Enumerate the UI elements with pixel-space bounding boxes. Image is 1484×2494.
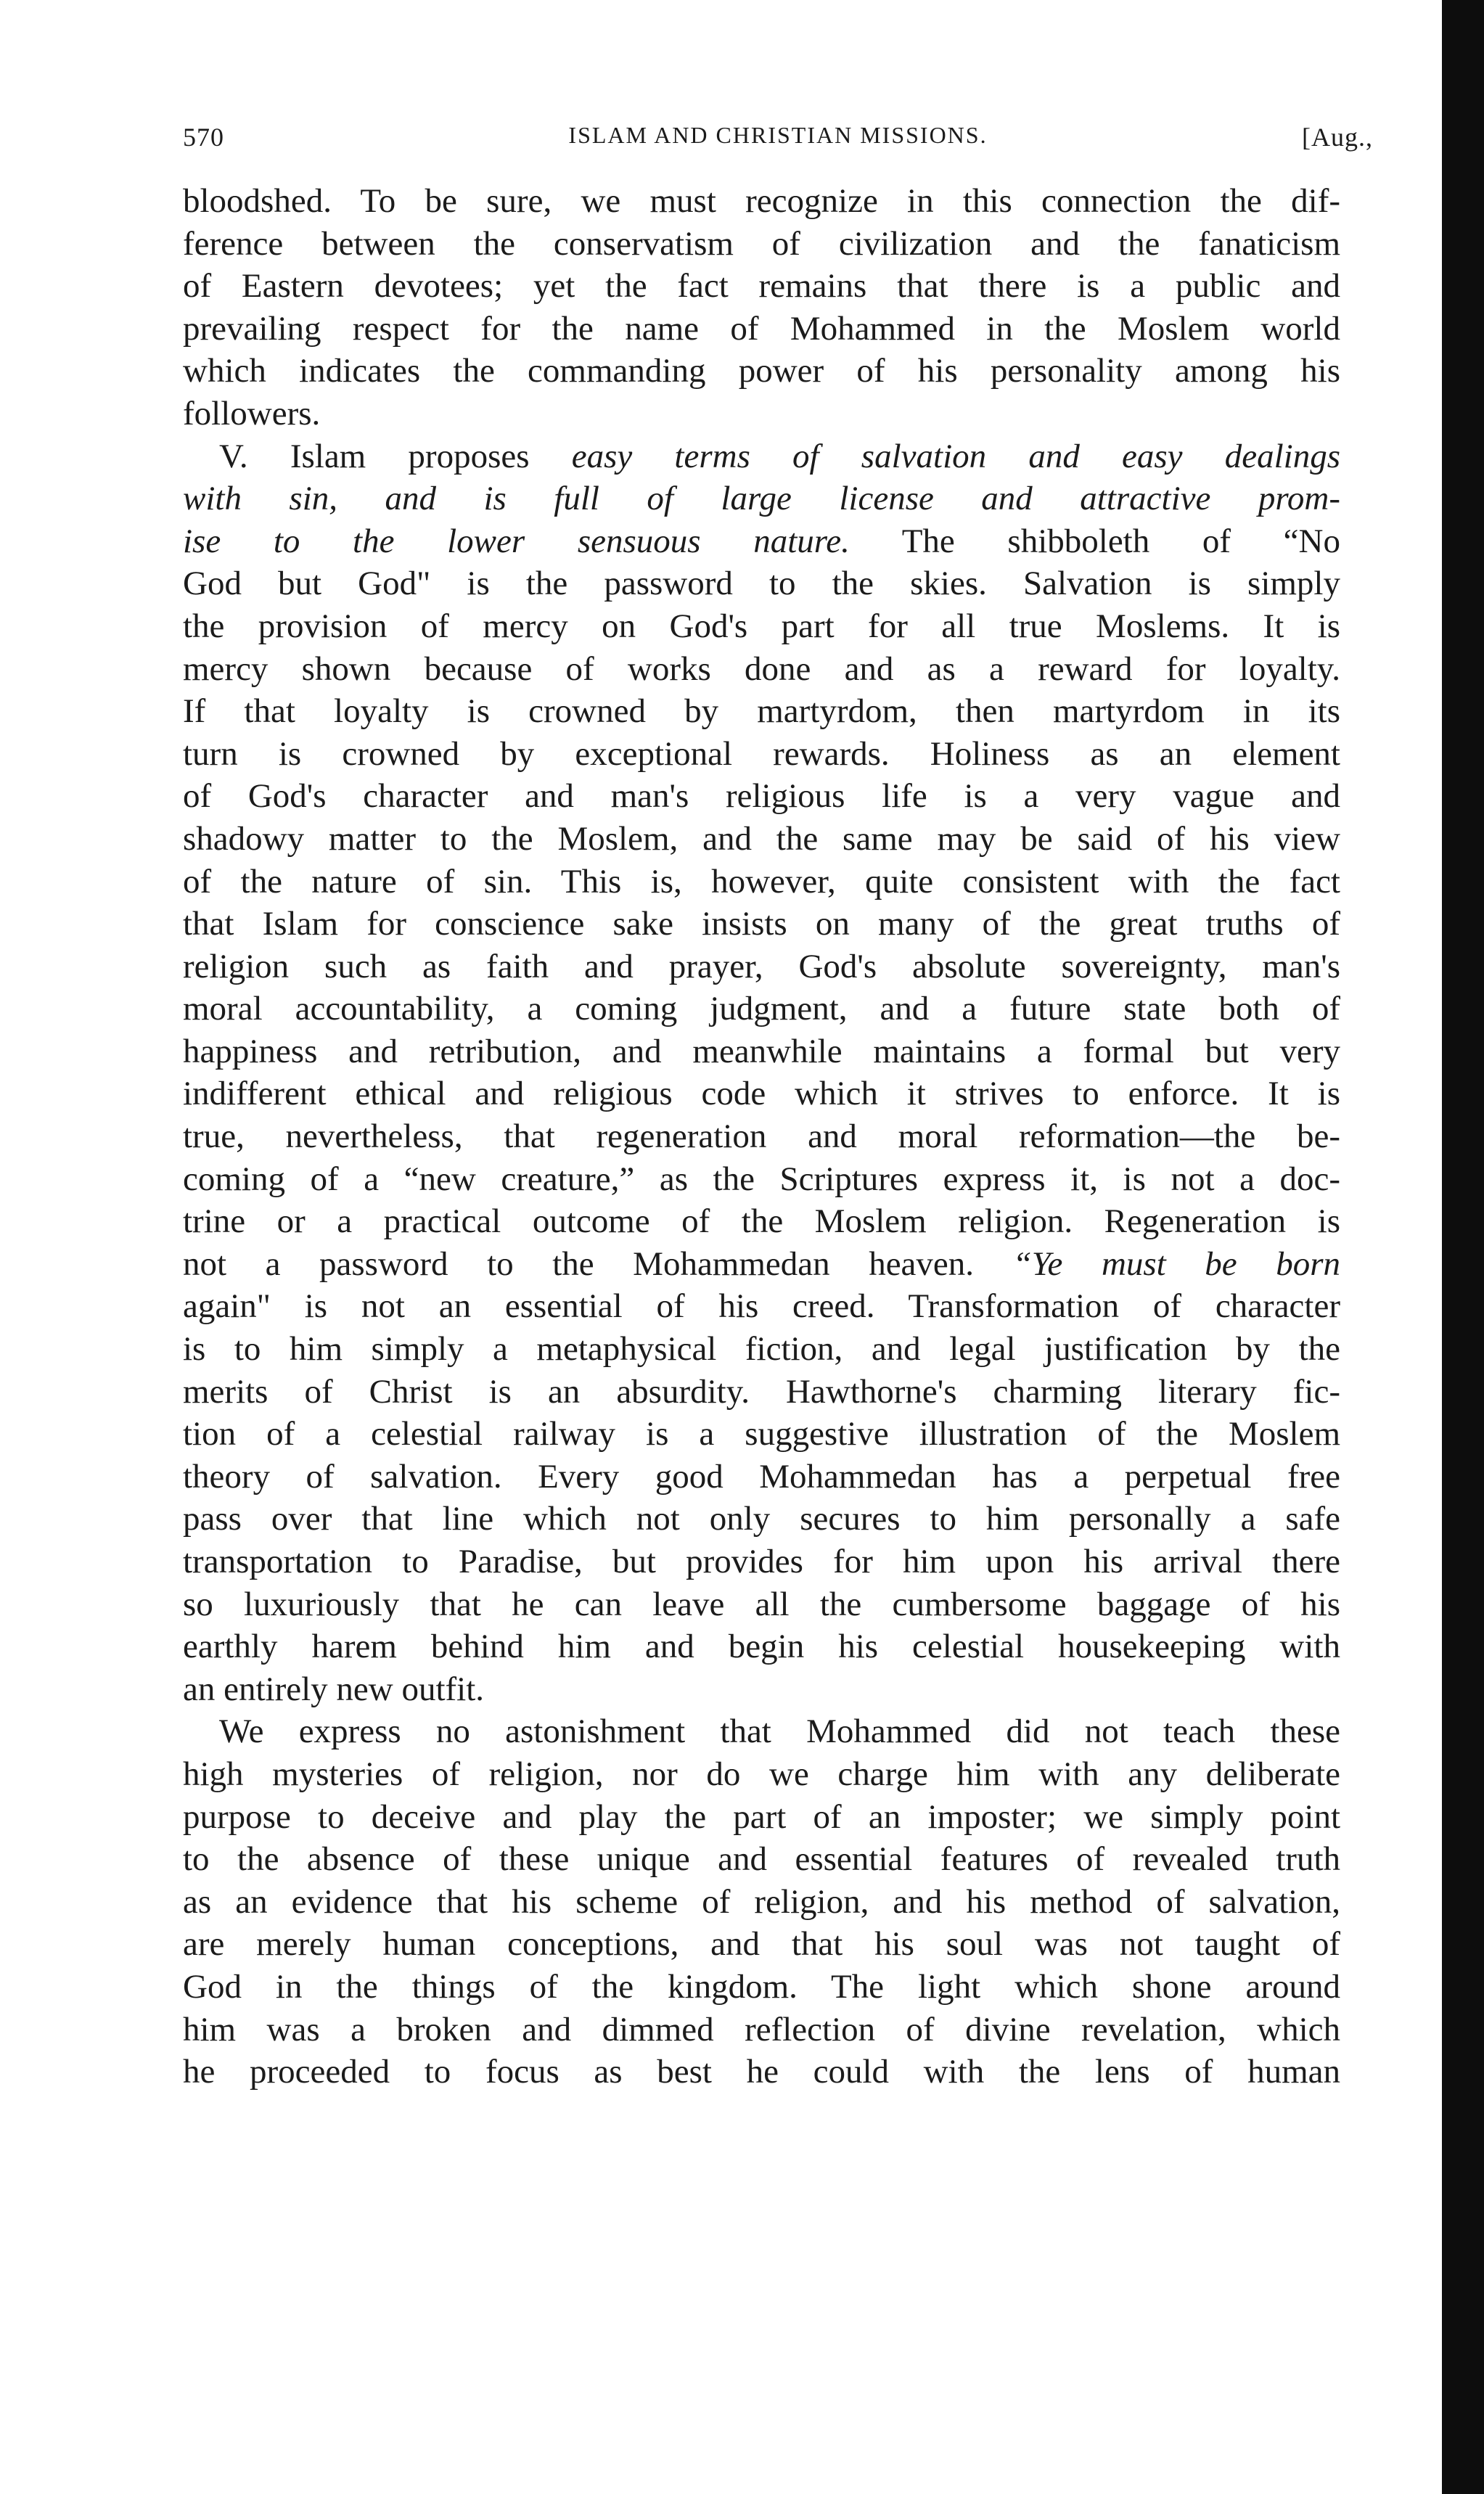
text-line: high mysteries of religion, nor do we charge him with any deliberate bbox=[183, 1755, 1340, 1793]
text-line: tion of a celestial railway is a suggestive illustration of the Moslem bbox=[183, 1415, 1340, 1453]
text-line: prevailing respect for the name of Mohammed in the Moslem world bbox=[183, 309, 1340, 348]
text-line: of God's character and man's religious life is a very vague and bbox=[183, 777, 1340, 816]
text-line: are merely human conceptions, and that his soul was not taught of bbox=[183, 1925, 1340, 1964]
text-line: God in the things of the kingdom. The light which shone around bbox=[183, 1967, 1340, 2006]
text-line: that Islam for conscience sake insists on many of the great truths of bbox=[183, 905, 1340, 943]
text-line: theory of salvation. Every good Mohammedan has a perpetual free bbox=[183, 1457, 1340, 1496]
text-line: purpose to deceive and play the part of an imposter; we simply point bbox=[183, 1797, 1340, 1836]
text-line: earthly harem behind him and begin his celestial housekeeping with bbox=[183, 1628, 1340, 1666]
text-line bbox=[183, 477, 1340, 520]
text-line: mercy shown because of works done and as a reward for loyalty. bbox=[183, 649, 1340, 688]
line-part: not a password to the Mohammedan heaven. bbox=[183, 1244, 975, 1283]
italic-phrase: ise to the lower sensuous nature. bbox=[183, 522, 850, 560]
text-line: of Eastern devotees; yet the fact remains that there is a public and bbox=[183, 267, 1340, 305]
text-line: which indicates the commanding power of his personality among his bbox=[183, 352, 1340, 390]
text-line: is to him simply a metaphysical fiction, and legal justification by the bbox=[183, 1330, 1340, 1369]
text-line: indifferent ethical and religious code which it strives to enforce. It is bbox=[183, 1075, 1340, 1113]
text-line: moral accountability, a coming judgment, and a future state both of bbox=[183, 990, 1340, 1028]
text-line: coming of a “new creature,” as the Scriptures express it, is not a doc- bbox=[183, 1160, 1340, 1198]
italic-phrase: easy terms of salvation and easy dealings bbox=[571, 437, 1340, 475]
running-header bbox=[183, 122, 1373, 165]
text-line: him was a broken and dimmed reflection of divine revelation, which bbox=[183, 2010, 1340, 2048]
italic-phrase: “Ye must be born bbox=[974, 1244, 1340, 1283]
text-line: followers. bbox=[183, 394, 321, 432]
text-line: to the absence of these unique and essential features of revealed truth bbox=[183, 1840, 1340, 1879]
page-number: 570 bbox=[183, 123, 224, 152]
line-part: The shibboleth of “No bbox=[849, 522, 1340, 560]
text-line: We express no astonishment that Mohammed did not teach these bbox=[219, 1712, 1340, 1751]
text-line: as an evidence that his scheme of religion, and his method of salvation, bbox=[183, 1882, 1340, 1921]
text-line: bloodshed. To be sure, we must recognize in this connection the dif- bbox=[183, 182, 1340, 220]
text-line: God but God" is the password to the skies. Salvation is simply bbox=[183, 565, 1340, 603]
text-line bbox=[183, 435, 1340, 478]
text-line bbox=[183, 520, 1340, 563]
text-line: again" is not an essential of his creed. Transformation of character bbox=[183, 1287, 1340, 1326]
italic-phrase: with sin, and is full of large license and attractive prom- bbox=[183, 480, 1340, 518]
issue-date: [Aug., bbox=[1302, 123, 1373, 152]
running-title: ISLAM AND CHRISTIAN MISSIONS. bbox=[568, 122, 988, 148]
text-line: happiness and retribution, and meanwhile maintains a formal but very bbox=[183, 1032, 1340, 1070]
text-line: of the nature of sin. This is, however, quite consistent with the fact bbox=[183, 862, 1340, 901]
text-line: pass over that line which not only secures to him personally a safe bbox=[183, 1500, 1340, 1538]
text-line: so luxuriously that he can leave all the cumbersome baggage of his bbox=[183, 1585, 1340, 1623]
text-line: trine or a practical outcome of the Moslem religion. Regeneration is bbox=[183, 1202, 1340, 1241]
text-line: If that loyalty is crowned by martyrdom, then martyrdom in its bbox=[183, 692, 1340, 731]
text-line: religion such as faith and prayer, God's absolute sovereignty, man's bbox=[183, 947, 1340, 985]
text-line: true, nevertheless, that regeneration and moral reformation—the be- bbox=[183, 1117, 1340, 1156]
text-line: shadowy matter to the Moslem, and the same may be said of his view bbox=[183, 819, 1340, 858]
scan-border bbox=[1442, 0, 1484, 2494]
text-line: the provision of mercy on God's part for all true Moslems. It is bbox=[183, 607, 1340, 645]
body-text bbox=[183, 180, 1340, 2093]
text-line: ference between the conservatism of civilization and the fanaticism bbox=[183, 224, 1340, 263]
text-line: an entirely new outfit. bbox=[183, 1670, 485, 1708]
line-part: V. Islam proposes bbox=[219, 437, 572, 475]
text-line bbox=[183, 1243, 1340, 1286]
text-line: he proceeded to focus as best he could with the lens of human bbox=[183, 2053, 1340, 2091]
text-line: turn is crowned by exceptional rewards. Holiness as an element bbox=[183, 734, 1340, 773]
text-line: merits of Christ is an absurdity. Hawthorne's charming literary fic- bbox=[183, 1372, 1340, 1411]
text-line: transportation to Paradise, but provides for him upon his arrival there bbox=[183, 1543, 1340, 1580]
